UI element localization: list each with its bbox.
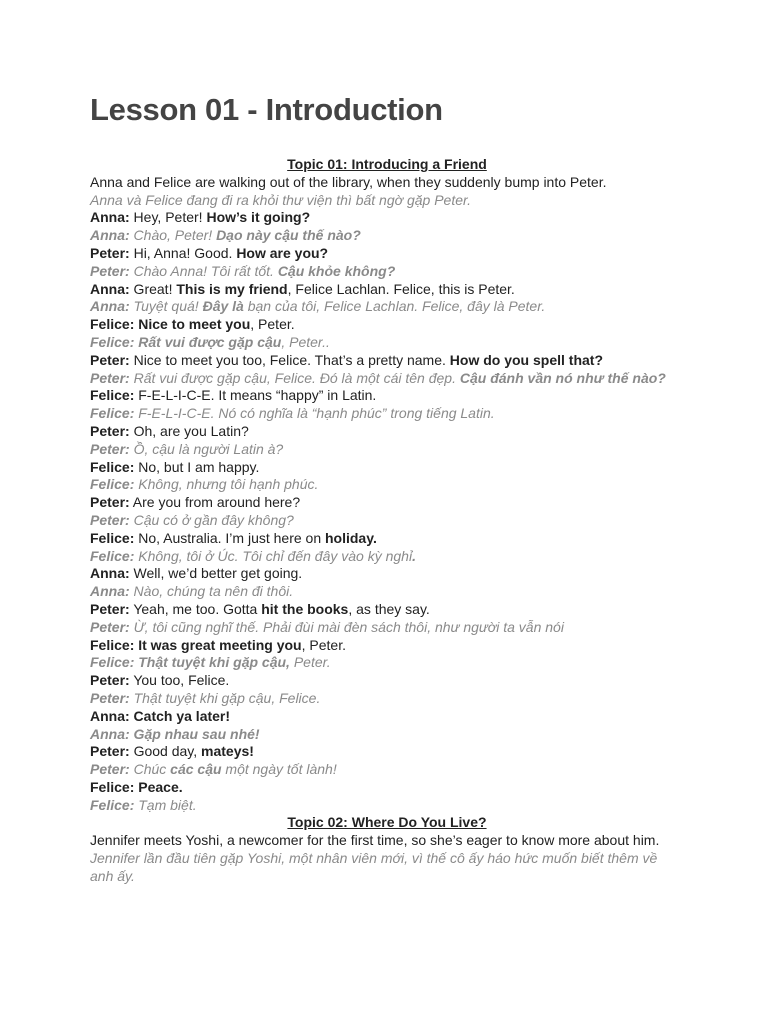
dialogue-line-en [90,209,684,227]
dialogue-line-vi [90,298,684,316]
dialogue-line-en [90,779,684,797]
bold-text: Anna: [90,583,130,600]
text: Oh, are you Latin? [129,422,249,439]
bold-text: các cậu [170,761,222,778]
text: Ồ, cậu là người Latin à? [129,440,284,457]
bold-text: Felice: Peace. [90,778,183,795]
dialogue-line-vi [90,761,684,779]
text: Nice to meet you too, Felice. That’s a pretty name. [129,351,450,368]
text: Chào Anna! Tôi rất tốt. [129,262,278,279]
text: You too, Felice. [129,672,230,689]
bold-text: Peter: [90,743,130,760]
bold-text: Felice: [90,405,135,422]
bold-text: How’s it going? [206,209,311,226]
dialogue-line-vi [90,476,684,494]
topic-intro-en: Anna and Felice are walking out of the library, when they suddenly bump into Peter. [90,173,607,190]
dialogue-line-en [90,708,684,726]
text: Ừ, tôi cũng nghĩ thế. Phải đùi mài đèn sách thôi, như người ta vẫn nói [129,618,564,635]
page-title: Lesson 01 - Introduction [90,92,443,127]
text: Hey, Peter! [129,209,207,226]
text: Chào, Peter! [129,227,217,244]
topic-heading: Topic 01: Introducing a Friend [287,156,487,172]
bold-text: Peter: [90,689,130,706]
topic-intro-en: Jennifer meets Yoshi, a newcomer for the first time, so she’s eager to know more about him. [90,832,660,849]
bold-text: hit the books [261,600,349,617]
dialogue-line-vi [90,512,684,530]
bold-text: Anna: [90,227,130,244]
bold-text: Felice: [90,529,135,546]
text: F-E-L-I-C-E. It means “happy” in Latin. [134,387,377,404]
text: bạn của tôi, Felice Lachlan. Felice, đây là Peter. [243,298,546,315]
bold-text: Dạo này cậu thế nào? [216,227,361,244]
bold-text: Felice: [90,476,135,493]
bold-text: mateys! [201,743,254,760]
bold-text: . [412,547,416,564]
text: No, Australia. I’m just here on [134,529,325,546]
bold-text: Felice: It was great meeting you [90,636,302,653]
dialogue-line-vi [90,690,684,708]
bold-text: How do you spell that? [449,351,604,368]
bold-text: Felice: [90,547,135,564]
dialogue-line-vi [90,441,684,459]
bold-text: Peter: [90,422,130,439]
bold-text: Peter: [90,351,130,368]
text: No, but I am happy. [134,458,260,475]
topic-intro-vi: Jennifer lần đầu tiên gặp Yoshi, một nhân viên mới, vì thế cô ấy háo hức muốn biết thêm về anh ấy. [90,850,658,884]
dialogue-line-vi [90,370,684,388]
text: Cậu có ở gần đây không? [129,511,294,528]
bold-text: Anna: [90,209,130,226]
dialogue-line-vi [90,227,684,245]
bold-text: Peter: [90,494,130,511]
bold-text: Felice: Rất vui được gặp cậu [90,333,282,350]
dialogue-line-en [90,601,684,619]
dialogue-line-vi [90,583,684,601]
dialogue-line-en [90,316,684,334]
dialogue-line-vi [90,263,684,281]
bold-text: Anna: [90,565,130,582]
text: Không, tôi ở Úc. Tôi chỉ đến đây vào kỳ nghỉ [134,547,413,564]
dialogue-line-en [90,352,684,370]
text: Well, we’d better get going. [129,565,303,582]
bold-text: Felice: Thật tuyệt khi gặp cậu, [90,654,290,671]
dialogue-line-en [90,423,684,441]
dialogue-line-en [90,387,684,405]
text: , Felice Lachlan. Felice, this is Peter. [287,280,515,297]
dialogue-line-vi [90,619,684,637]
text: Thật tuyệt khi gặp cậu, Felice. [129,689,321,706]
bold-text: Peter: [90,600,130,617]
text: F-E-L-I-C-E. Nó có nghĩa là “hạnh phúc” trong tiếng Latin. [134,405,495,422]
text: Không, nhưng tôi hạnh phúc. [134,476,319,493]
bold-text: Peter: [90,440,130,457]
bold-text: This is my friend [176,280,288,297]
bold-text: Peter: [90,618,130,635]
dialogue-line-en [90,459,684,477]
bold-text: Felice: [90,387,135,404]
bold-text: Cậu khỏe không? [277,262,396,279]
text: Chúc [129,761,171,778]
dialogue-line-vi [90,405,684,423]
bold-text: Felice: [90,458,135,475]
bold-text: How are you? [236,244,329,261]
bold-text: Peter: [90,244,130,261]
bold-text: Peter: [90,369,130,386]
bold-text: Anna: Gặp nhau sau nhé! [90,725,260,742]
dialogue-line-en [90,245,684,263]
text: , Peter.. [281,333,330,350]
dialogue-line-vi [90,334,684,352]
bold-text: Felice: Nice to meet you [90,316,251,333]
dialogue-line-vi [90,654,684,672]
bold-text: Anna: [90,298,130,315]
bold-text: holiday. [325,529,377,546]
bold-text: Anna: Catch ya later! [90,707,231,724]
dialogue-line-vi [90,726,684,744]
bold-text: Peter: [90,761,130,778]
bold-text: Anna: [90,280,130,297]
bold-text: Đây là [202,298,244,315]
topic-intro-vi: Anna và Felice đang đi ra khỏi thư viện thì bất ngờ gặp Peter. [90,191,472,208]
text: Rất vui được gặp cậu, Felice. Đó là một cái tên đẹp. [129,369,460,386]
text: , Peter. [301,636,346,653]
dialogue-line-en [90,637,684,655]
topic-heading: Topic 02: Where Do You Live? [287,814,487,831]
text: Tuyệt quá! [129,298,203,315]
text: Peter. [289,654,331,671]
bold-text: Peter: [90,262,130,279]
text: , Peter. [250,316,295,333]
dialogue-line-vi [90,548,684,566]
dialogue [90,209,684,814]
text: Nào, chúng ta nên đi thôi. [129,583,294,600]
text: Yeah, me too. Gotta [129,600,262,617]
lesson-body [90,156,684,886]
text: Hi, Anna! Good. [129,244,237,261]
bold-text: Peter: [90,672,130,689]
dialogue-line-vi [90,797,684,815]
bold-text: Cậu đánh vần nó như thế nào? [459,369,666,386]
text: Tạm biệt. [134,796,197,813]
text: , as they say. [348,600,430,617]
dialogue-line-en [90,672,684,690]
dialogue-line-en [90,565,684,583]
bold-text: Felice: [90,796,135,813]
dialogue-line-en [90,530,684,548]
text: một ngày tốt lành! [221,761,337,778]
bold-text: Peter: [90,511,130,528]
text: Great! [129,280,177,297]
dialogue-line-en [90,743,684,761]
text: Good day, [129,743,202,760]
dialogue-line-en [90,494,684,512]
dialogue-line-en [90,281,684,299]
text: Are you from around here? [129,494,301,511]
